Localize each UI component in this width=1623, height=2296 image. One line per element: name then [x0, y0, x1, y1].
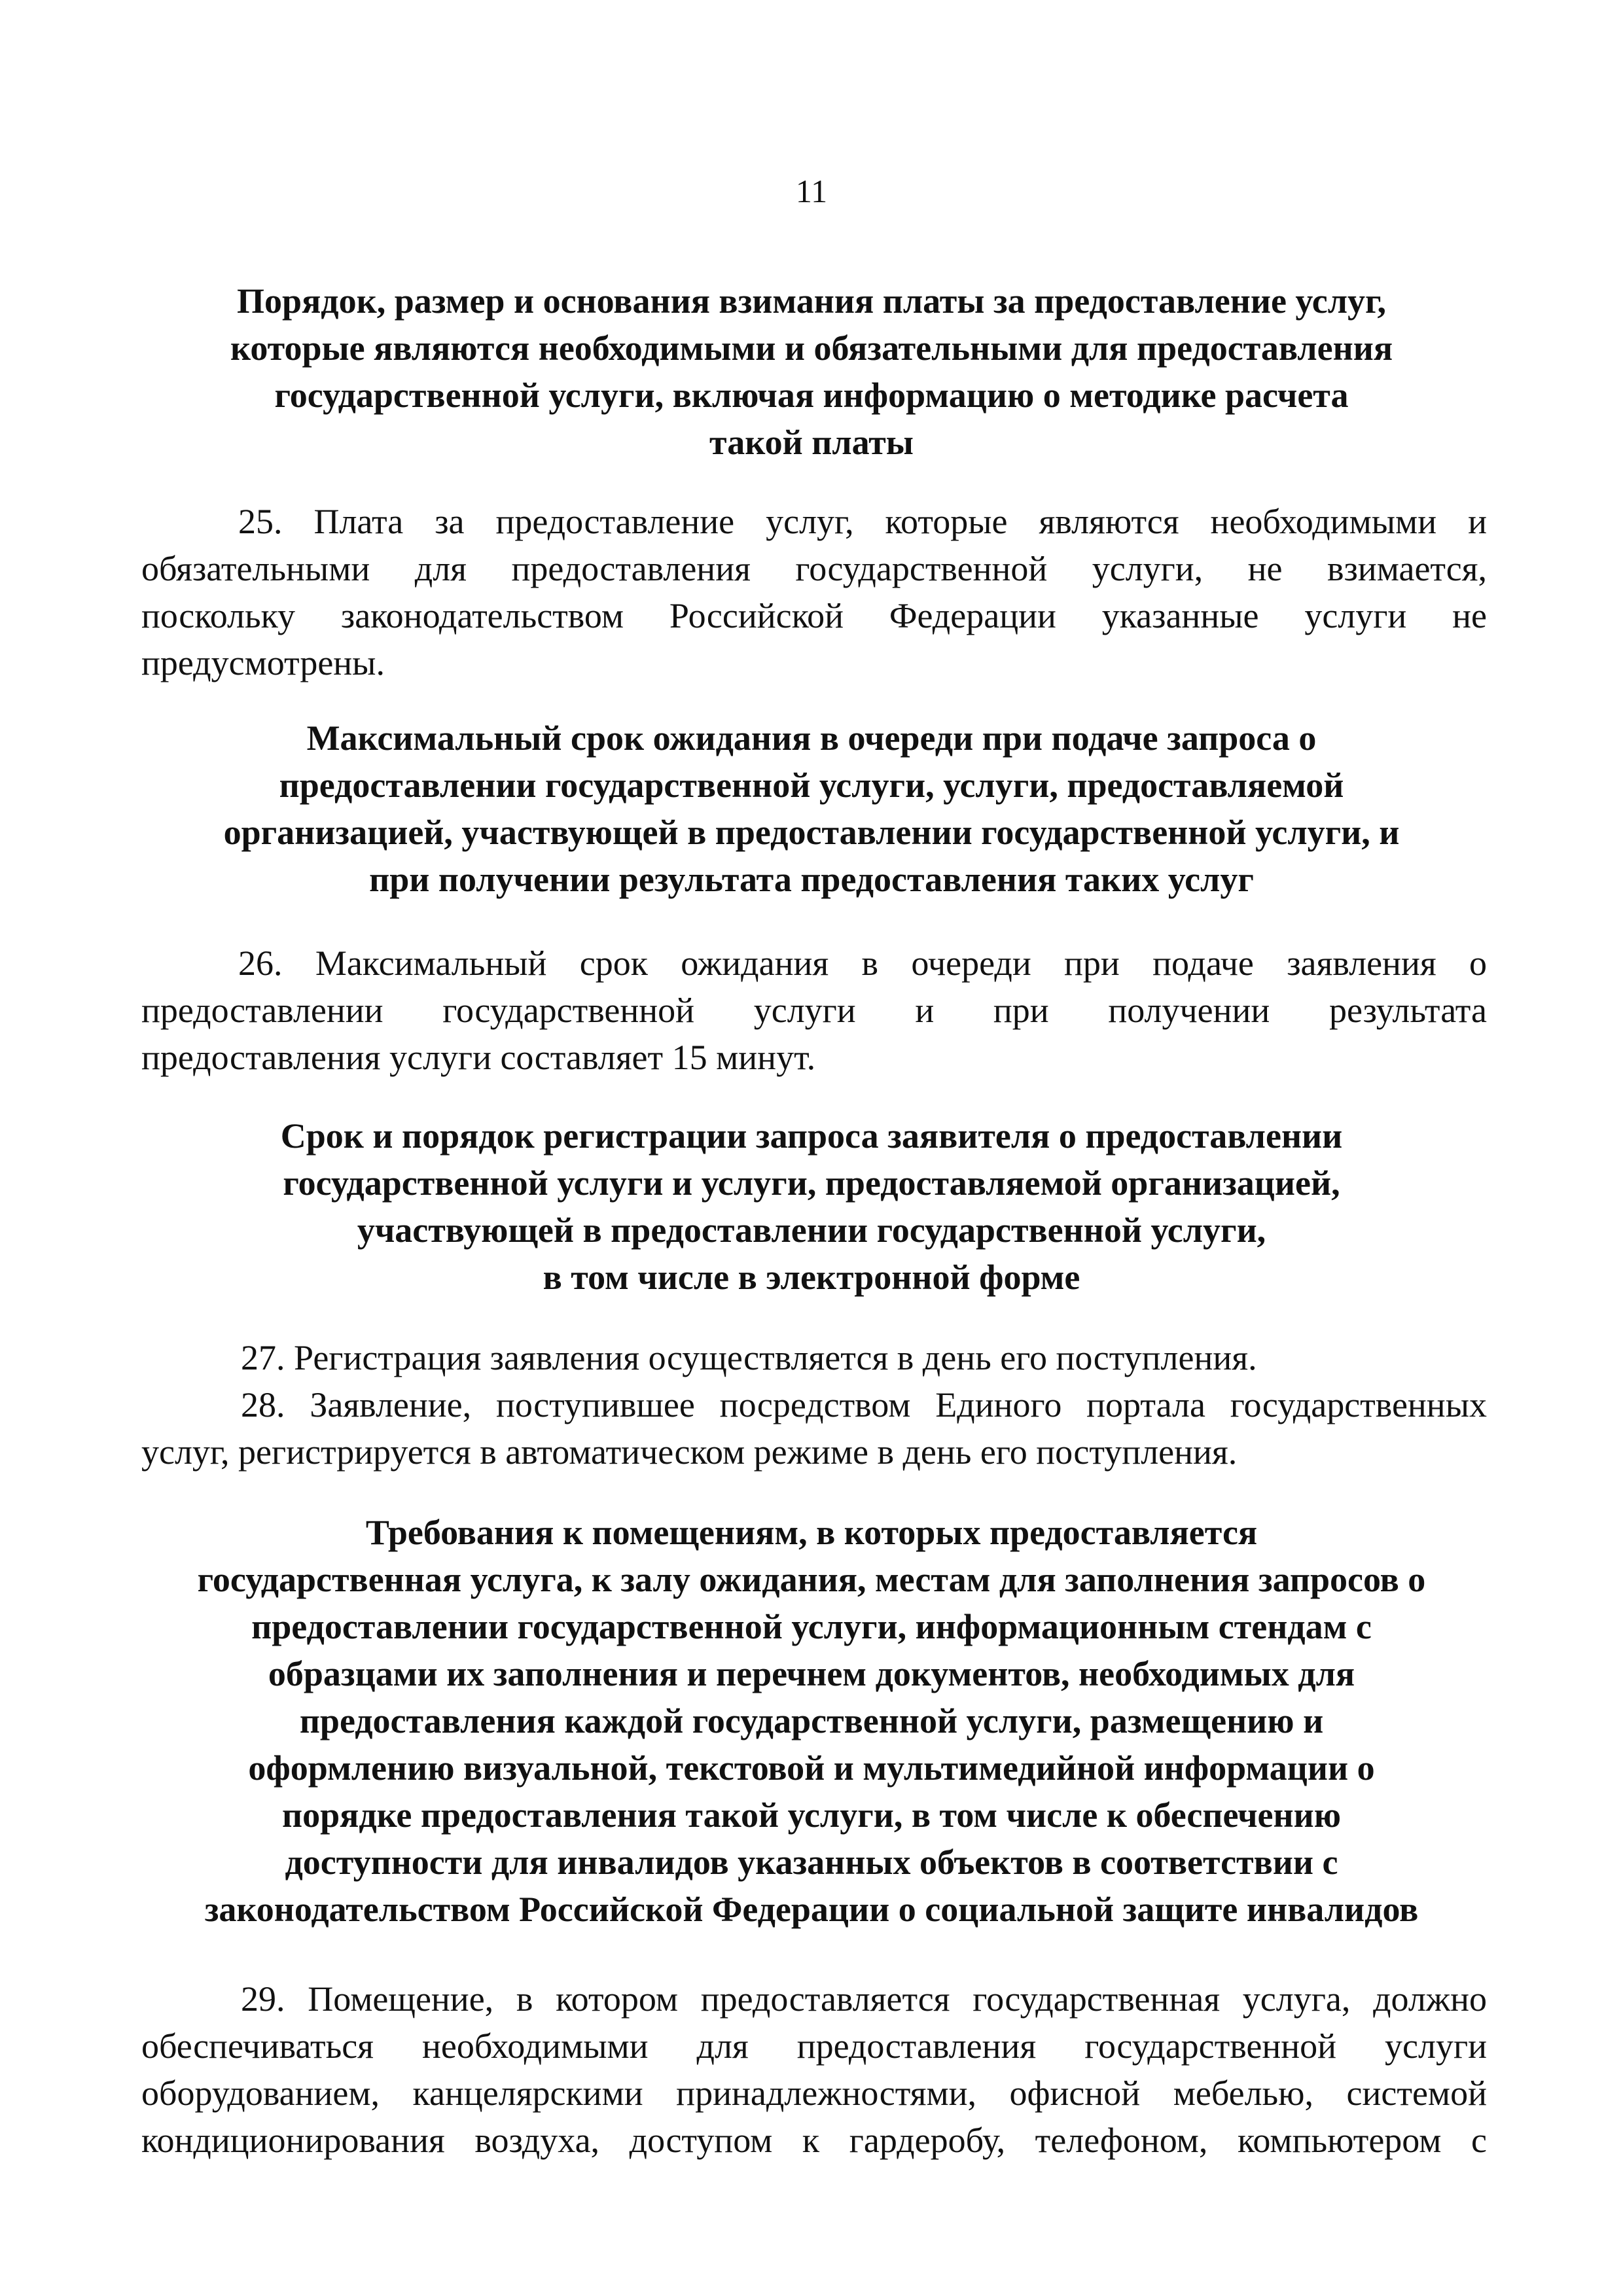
heading-line: порядке предоставления такой услуги, в том числе к обеспечению	[281, 1795, 1342, 1835]
heading-line: организацией, участвующей в предоставлении государственной услуги, и	[223, 813, 1400, 852]
heading-line: Максимальный срок ожидания в очереди при подаче запроса о	[306, 718, 1317, 758]
paragraph-line: оборудованием, канцелярскими принадлежностями, офисной мебелью, системой	[141, 2074, 1487, 2113]
section-heading-premises	[124, 1509, 1499, 1933]
section-heading-registration	[131, 1112, 1492, 1301]
paragraph-28	[141, 1381, 1487, 1475]
paragraph-line: 25. Плата за предоставление услуг, которые являются необходимыми и	[238, 502, 1487, 541]
paragraph-line: поскольку законодательством Российской Федерации указанные услуги не	[141, 596, 1487, 635]
paragraph-line: 29. Помещение, в котором предоставляется государственная услуга, должно	[241, 1979, 1487, 2019]
paragraph-line: предоставления услуги составляет 15 минут.	[141, 1038, 816, 1077]
heading-line: предоставлении государственной услуги, информационным стендам с	[251, 1607, 1372, 1646]
paragraph-line: предусмотрены.	[141, 643, 385, 682]
heading-line: образцами их заполнения и перечнем документов, необходимых для	[268, 1654, 1355, 1693]
paragraph-27	[141, 1334, 1487, 1381]
heading-line: Порядок, размер и основания взимания платы за предоставление услуг,	[237, 281, 1386, 321]
heading-line: Требования к помещениям, в которых предоставляется	[365, 1513, 1258, 1552]
heading-line: такой платы	[709, 423, 914, 462]
heading-line: законодательством Российской Федерации о социальной защите инвалидов	[204, 1890, 1419, 1929]
heading-line: оформлению визуальной, текстовой и мультимедийной информации о	[248, 1748, 1375, 1788]
heading-line: которые являются необходимыми и обязательными для предоставления	[230, 328, 1393, 368]
heading-line: Срок и порядок регистрации запроса заявителя о предоставлении	[280, 1116, 1343, 1156]
heading-line: государственной услуги, включая информацию о методике расчета	[274, 376, 1349, 415]
paragraph-25	[141, 498, 1487, 686]
paragraph-line: обязательными для предоставления государственной услуги, не взимается,	[141, 549, 1487, 588]
paragraph-line: обеспечиваться необходимыми для предоставления государственной услуги	[141, 2026, 1487, 2066]
paragraph-29	[141, 1975, 1487, 2164]
paragraph-line: кондиционирования воздуха, доступом к гардеробу, телефоном, компьютером с	[141, 2121, 1487, 2160]
page-number: 11	[795, 173, 828, 209]
paragraph-line: услуг, регистрируется в автоматическом режиме в день его поступления.	[141, 1432, 1238, 1472]
paragraph-line: предоставлении государственной услуги и при получении результата	[141, 991, 1487, 1030]
heading-line: при получении результата предоставления таких услуг	[369, 860, 1254, 899]
heading-line: предоставлении государственной услуги, услуги, предоставляемой	[279, 766, 1344, 805]
heading-line: предоставления каждой государственной услуги, размещению и	[299, 1701, 1324, 1740]
section-heading-fees	[131, 277, 1492, 466]
paragraph-26	[141, 940, 1487, 1081]
heading-line: в том числе в электронной форме	[543, 1258, 1080, 1297]
paragraph-line: 27. Регистрация заявления осуществляется в день его поступления.	[241, 1338, 1257, 1377]
heading-line: государственная услуга, к залу ожидания, местам для заполнения запросов о	[197, 1560, 1426, 1599]
paragraph-line: 26. Максимальный срок ожидания в очереди при подаче заявления о	[238, 944, 1487, 983]
heading-line: государственной услуги и услуги, предоставляемой организацией,	[283, 1163, 1340, 1203]
section-heading-queue-time	[131, 715, 1492, 903]
heading-line: доступности для инвалидов указанных объектов в соответствии с	[285, 1843, 1338, 1882]
heading-line: участвующей в предоставлении государственной услуги,	[357, 1210, 1266, 1250]
paragraph-line: 28. Заявление, поступившее посредством Единого портала государственных	[241, 1385, 1487, 1424]
